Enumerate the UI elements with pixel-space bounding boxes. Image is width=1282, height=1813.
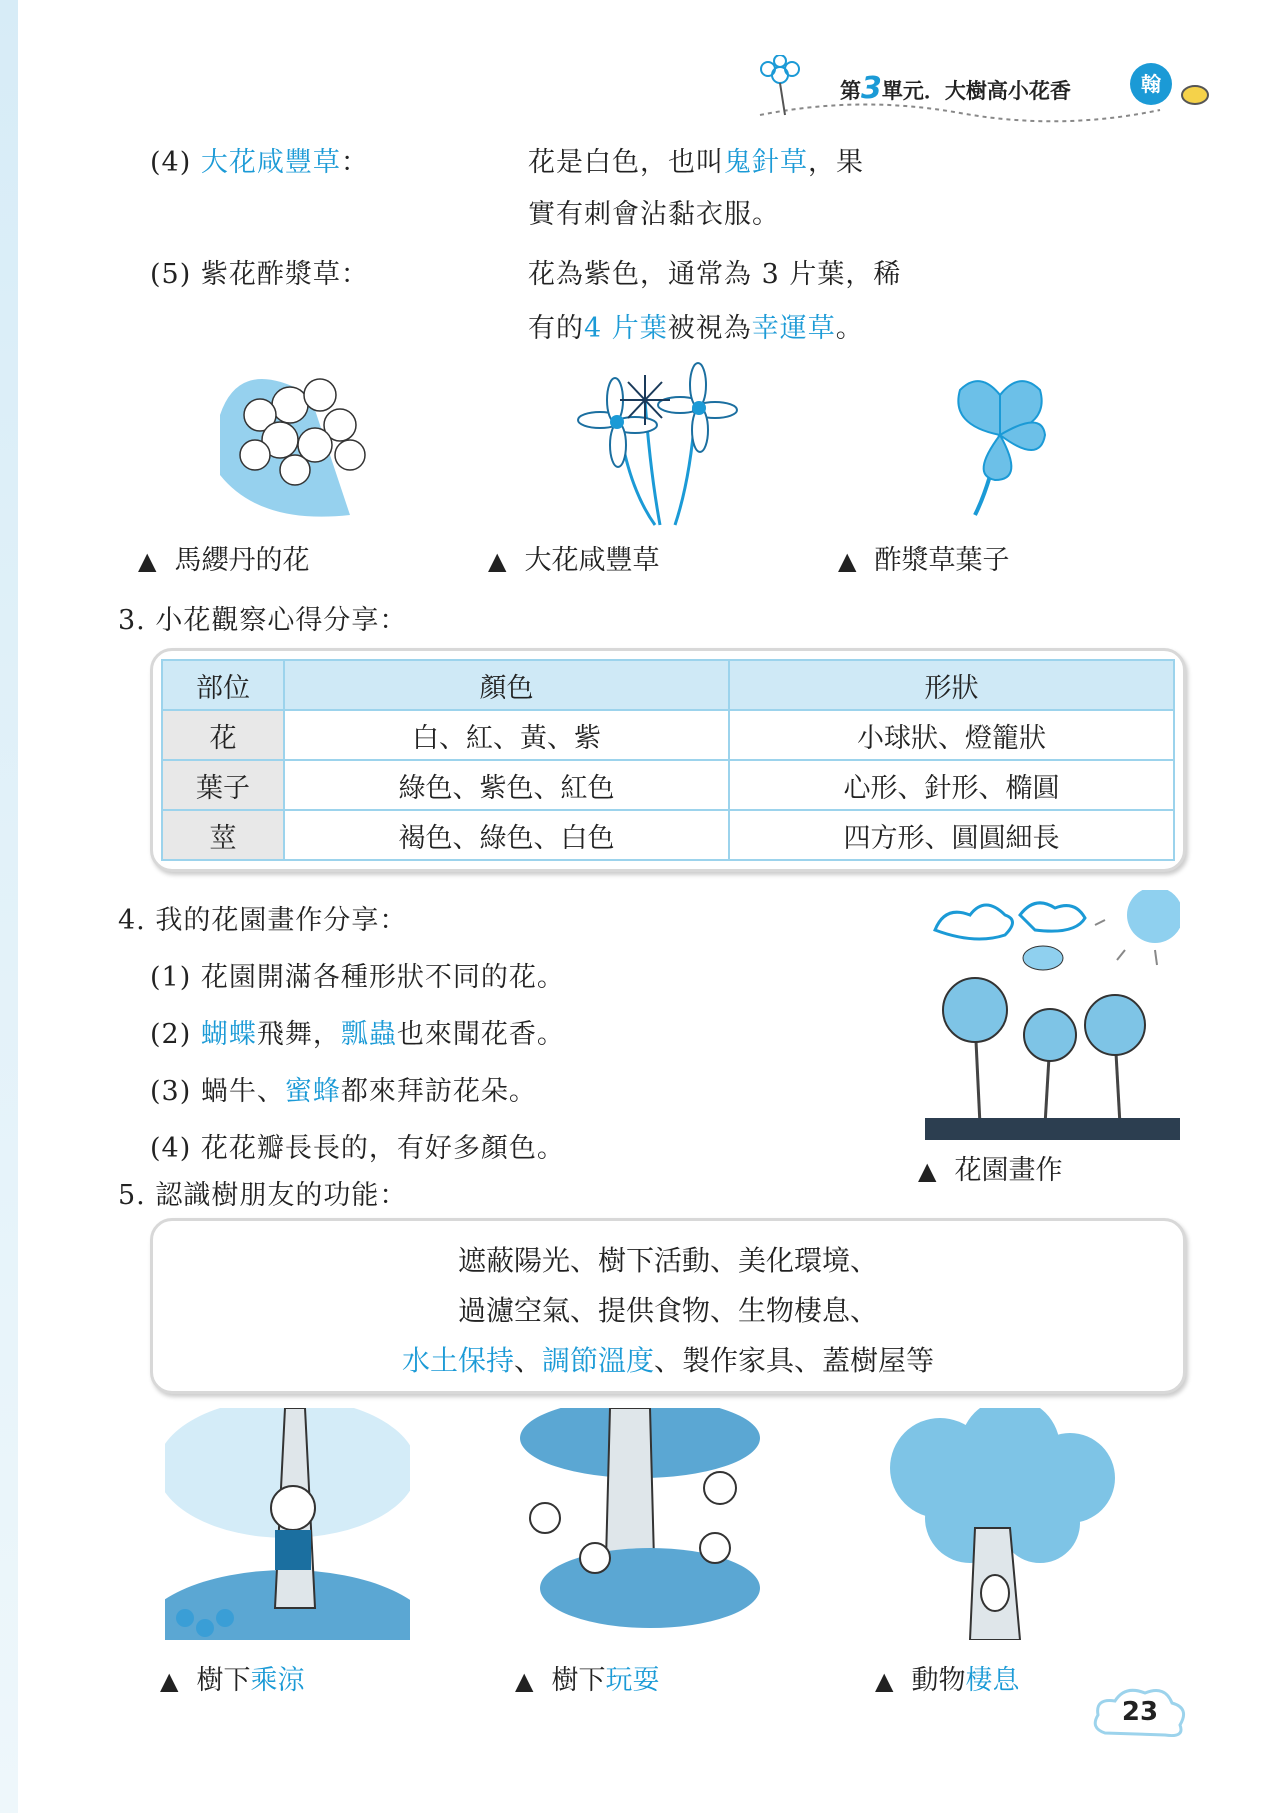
tree-animal-illustration xyxy=(880,1408,1120,1640)
flower-4-desc-2: 實有刺會沾黏衣服。 xyxy=(528,199,780,230)
bidens-illustration xyxy=(560,360,750,530)
garden-drawing xyxy=(925,890,1180,1140)
unit-title: 第3單元．大樹高小花香 xyxy=(840,71,1071,106)
table-cell: 綠色、紫色、紅色 xyxy=(284,760,729,810)
section4-heading: 4. 我的花園畫作分享： xyxy=(118,905,408,936)
caption-garden-drawing: ▲ 花園畫作 xyxy=(918,1155,1063,1186)
caption-bidens: ▲ 大花咸豐草 xyxy=(488,545,660,576)
flower-5-name: (5) 紫花酢漿草： xyxy=(150,259,369,290)
functions-line-1: 遮蔽陽光、樹下活動、美化環境、 xyxy=(457,1244,878,1277)
table-row xyxy=(162,710,1174,760)
caption-tree-play: ▲ 樹下玩耍 xyxy=(515,1665,660,1696)
flower-4-name: (4) 大花咸豐草： xyxy=(150,147,369,178)
table-cell: 四方形、圓圓細長 xyxy=(729,810,1174,860)
publisher-badge: 翰 xyxy=(1130,63,1172,105)
drawing-item-2: (2) 蝴蝶飛舞，瓢蟲也來聞花香。 xyxy=(150,1019,565,1050)
observation-table xyxy=(150,648,1186,872)
table-row xyxy=(162,760,1174,810)
functions-line-2: 過濾空氣、提供食物、生物棲息、 xyxy=(457,1294,878,1327)
table-cell: 葉子 xyxy=(162,760,284,810)
caption-tree-shade: ▲ 樹下乘涼 xyxy=(160,1665,305,1696)
table-cell: 心形、針形、橢圓 xyxy=(729,760,1174,810)
oxalis-leaf-illustration xyxy=(930,355,1070,525)
caption-tree-animal: ▲ 動物棲息 xyxy=(875,1665,1020,1696)
tree-play-illustration xyxy=(520,1408,760,1640)
table-cell: 褐色、綠色、白色 xyxy=(284,810,729,860)
flower-4-desc-1: 花是白色，也叫鬼針草，果 xyxy=(528,147,864,178)
functions-line-3: 水土保持、調節溫度、製作家具、蓋樹屋等 xyxy=(401,1344,935,1377)
drawing-item-3: (3) 蝸牛、蜜蜂都來拜訪花朵。 xyxy=(150,1076,537,1107)
page-header xyxy=(740,55,1210,130)
table-row xyxy=(162,810,1174,860)
column-header: 顏色 xyxy=(284,660,729,710)
side-strip xyxy=(0,0,18,1813)
tree-functions-box xyxy=(150,1218,1186,1394)
drawing-item-4: (4) 花花瓣長長的，有好多顏色。 xyxy=(150,1133,565,1164)
caption-oxalis: ▲ 酢漿草葉子 xyxy=(838,545,1010,576)
lantana-illustration xyxy=(200,355,390,525)
table-cell: 莖 xyxy=(162,810,284,860)
drawing-item-1: (1) 花園開滿各種形狀不同的花。 xyxy=(150,962,565,993)
table-cell: 小球狀、燈籠狀 xyxy=(729,710,1174,760)
flower-5-desc-1: 花為紫色，通常為 3 片葉，稀 xyxy=(528,259,902,290)
tree-shade-illustration xyxy=(165,1408,410,1640)
section5-heading: 5. 認識樹朋友的功能： xyxy=(118,1180,408,1211)
section3-heading: 3. 小花觀察心得分享： xyxy=(118,605,408,636)
page-number: 23 xyxy=(1090,1683,1190,1743)
table-cell: 白、紅、黃、紫 xyxy=(284,710,729,760)
table-cell: 花 xyxy=(162,710,284,760)
column-header: 部位 xyxy=(162,660,284,710)
flower-5-desc-2: 有的4 片葉被視為幸運草。 xyxy=(528,313,864,344)
column-header: 形狀 xyxy=(729,660,1174,710)
caption-lantana: ▲ 馬纓丹的花 xyxy=(138,545,310,576)
